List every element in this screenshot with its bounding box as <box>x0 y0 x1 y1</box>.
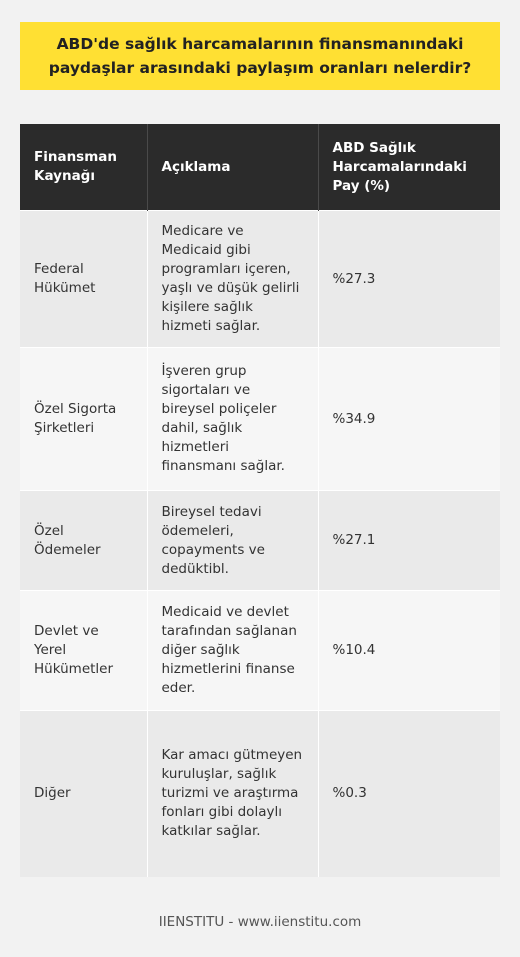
funding-table <box>20 124 500 877</box>
cell-description: Bireysel tedavi ödemeleri, copayments ve dedüktibl. <box>147 491 318 591</box>
header-funding-source: Finansman Kaynağı <box>20 124 147 211</box>
cell-source: Federal Hükümet <box>20 211 147 348</box>
table-row <box>20 591 500 711</box>
table-row <box>20 491 500 591</box>
page-title: ABD'de sağlık harcamalarının finansmanındaki paydaşlar arasındaki paylaşım oranları nelerdir? <box>48 35 472 77</box>
footer-credit: IIENSTITU - www.iienstitu.com <box>158 914 362 930</box>
table-row <box>20 348 500 491</box>
cell-description: Medicare ve Medicaid gibi programları içeren, yaşlı ve düşük gelirli kişilere sağlık hizmeti sağlar. <box>147 211 318 348</box>
table-row <box>20 711 500 877</box>
header-description: Açıklama <box>147 124 318 211</box>
cell-description: Kar amacı gütmeyen kuruluşlar, sağlık turizmi ve araştırma fonları gibi dolaylı katkılar sağlar. <box>147 711 318 877</box>
cell-share: %34.9 <box>318 348 500 491</box>
cell-description: Medicaid ve devlet tarafından sağlanan diğer sağlık hizmetlerini finanse eder. <box>147 591 318 711</box>
cell-share: %27.1 <box>318 491 500 591</box>
cell-source: Özel Sigorta Şirketleri <box>20 348 147 491</box>
header-share: ABD Sağlık Harcamalarındaki Pay (%) <box>318 124 500 211</box>
title-banner <box>20 22 500 90</box>
cell-source: Devlet ve Yerel Hükümetler <box>20 591 147 711</box>
table-header-row <box>20 124 500 211</box>
cell-source: Diğer <box>20 711 147 877</box>
cell-share: %27.3 <box>318 211 500 348</box>
cell-share: %10.4 <box>318 591 500 711</box>
table-row <box>20 211 500 348</box>
cell-share: %0.3 <box>318 711 500 877</box>
cell-source: Özel Ödemeler <box>20 491 147 591</box>
cell-description: İşveren grup sigortaları ve bireysel poliçeler dahil, sağlık hizmetleri finansmanı sağlar. <box>147 348 318 491</box>
